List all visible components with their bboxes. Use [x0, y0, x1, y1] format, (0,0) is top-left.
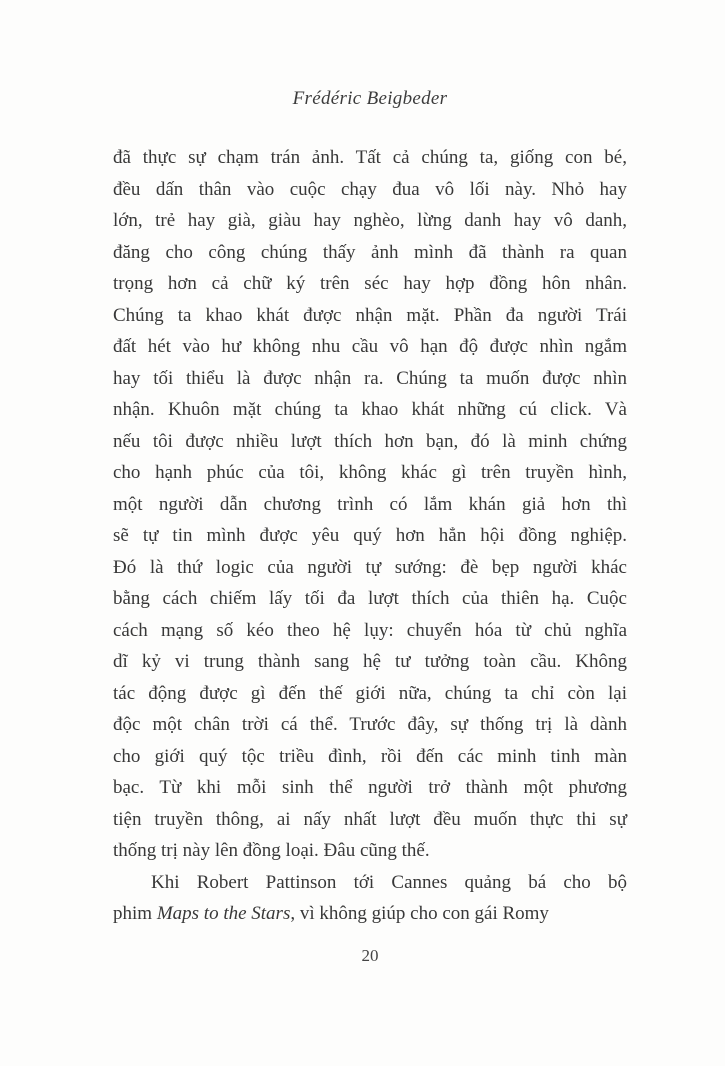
- text-line: đã thực sự chạm trán ảnh. Tất cả chúng ta, giống con bé,: [113, 147, 627, 168]
- text-line: cho giới quý tộc triều đình, rồi đến các minh tinh màn: [113, 745, 627, 767]
- text-line: bằng cách chiếm lấy tối đa lượt thích của thiên hạ. Cuộc: [113, 588, 627, 609]
- text-line: độc một chân trời cá thể. Trước đây, sự thống trị là dành: [113, 714, 627, 735]
- text-line: sẽ tự tin mình được yêu quý hơn hẳn hội đồng nghiệp.: [113, 525, 627, 546]
- text-segment: phim: [113, 903, 157, 924]
- text-line: dĩ kỷ vi trung thành sang hệ tư tưởng toàn cầu. Không: [113, 651, 627, 672]
- text-line: đất hét vào hư không nhu cầu vô hạn độ được nhìn ngắm: [113, 336, 627, 357]
- text-line: nếu tôi được nhiều lượt thích hơn bạn, đó là minh chứng: [113, 430, 627, 452]
- paragraph-robert-pattinson: [113, 867, 627, 930]
- text-line: trọng hơn cả chữ ký trên séc hay hợp đồng hôn nhân.: [113, 273, 627, 294]
- text-segment: , vì không giúp cho con gái Romy: [290, 903, 549, 924]
- text-line: cách mạng số kéo theo hệ lụy: chuyển hóa từ chủ nghĩa: [113, 619, 627, 641]
- page-number: 20: [361, 946, 379, 965]
- text-line: nhận. Khuôn mặt chúng ta khao khát những cú click. Và: [113, 399, 627, 420]
- text-line: [113, 898, 627, 930]
- text-line: Khi Robert Pattinson tới Cannes quảng bá cho bộ: [151, 871, 627, 893]
- text-line: Chúng ta khao khát được nhận mặt. Phần đa người Trái: [113, 304, 627, 326]
- paragraph-continuation: [113, 142, 627, 867]
- page-body: [113, 142, 627, 930]
- text-line: lớn, trẻ hay già, giàu hay nghèo, lừng danh hay vô danh,: [113, 210, 627, 231]
- text-line: bạc. Từ khi mỗi sinh thể người trở thành một phương: [113, 777, 627, 798]
- text-line: đều dấn thân vào cuộc chạy đua vô lối này. Nhỏ hay: [113, 178, 627, 200]
- text-line: cho hạnh phúc của tôi, không khác gì trên truyền hình,: [113, 462, 627, 483]
- book-title-italic: Maps to the Stars: [156, 903, 291, 924]
- text-line: hay tối thiểu là được nhận ra. Chúng ta muốn được nhìn: [113, 367, 627, 389]
- text-line: tác động được gì đến thế giới nữa, chúng ta chỉ còn lại: [113, 682, 627, 704]
- text-line: tiện truyền thông, ai nấy nhất lượt đều muốn thực thi sự: [113, 808, 627, 830]
- text-line: một người dẫn chương trình có lắm khán giả hơn thì: [113, 493, 627, 515]
- text-line: đăng cho công chúng thấy ảnh mình đã thành ra quan: [113, 241, 627, 263]
- text-line: thống trị này lên đồng loại. Đâu cũng thế.: [113, 840, 430, 861]
- text-line: Đó là thứ logic của người tự sướng: đè bẹp người khác: [113, 556, 627, 578]
- running-header-author: Frédéric Beigbeder: [292, 88, 448, 109]
